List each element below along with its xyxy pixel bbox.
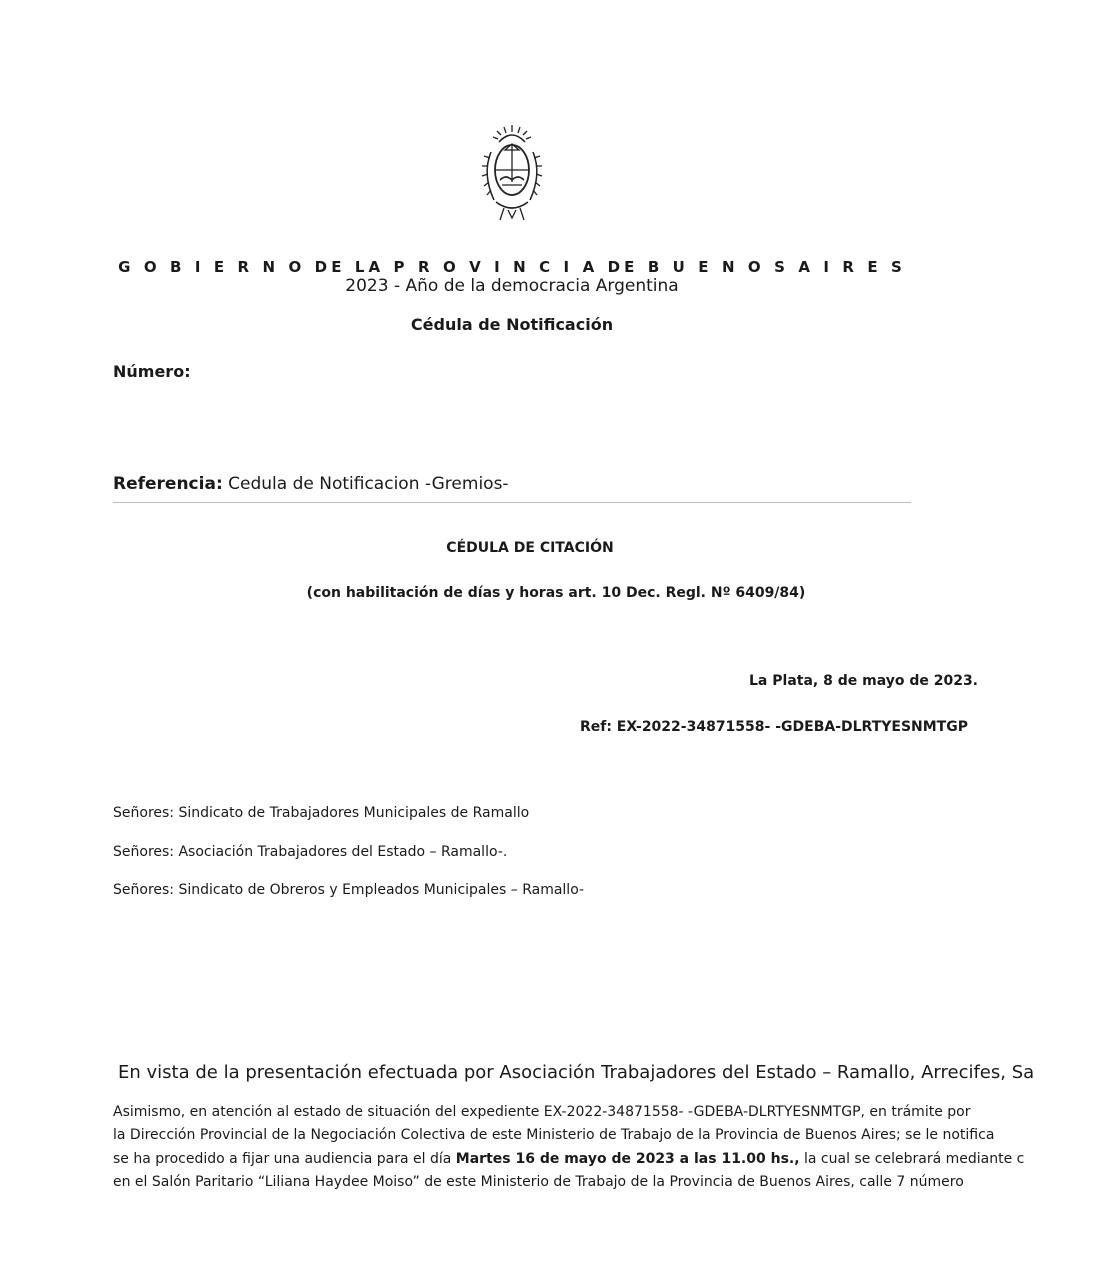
hearing-date: Martes 16 de mayo de 2023 a las 11.00 hs.	[455, 1151, 795, 1167]
reference-label: Referencia:	[113, 474, 223, 494]
reference-value: Cedula de Notificacion -Gremios-	[228, 474, 509, 494]
divider	[113, 502, 911, 503]
argentina-coat-of-arms-icon	[478, 122, 546, 224]
paragraph-line-4: en el Salón Paritario “Liliana Haydee Moiso” de este Ministerio de Trabajo de la Provincia de Buenos Aires, calle 7 número	[113, 1174, 964, 1190]
paragraph-line-3-end: la cual se celebrará mediante c	[799, 1151, 1025, 1167]
paragraph-line-2: la Dirección Provincial de la Negociación Colectiva de este Ministerio de Trabajo de la Provincia de Buenos Aires; se le notifica	[113, 1127, 995, 1143]
document-type-title: Cédula de Notificación	[410, 315, 614, 334]
paragraph-line-3: se ha procedido a fijar una audiencia para el día Martes 16 de mayo de 2023 a las 11.00 hs., la cual se celebrará mediante c	[113, 1151, 1025, 1167]
sun-rays	[493, 125, 531, 139]
reference-line	[113, 474, 509, 494]
addressee-3: Señores: Sindicato de Obreros y Empleados Municipales – Ramallo-	[113, 882, 585, 898]
year-motto: 2023 - Año de la democracia Argentina	[345, 276, 679, 296]
place-date: La Plata, 8 de mayo de 2023.	[749, 673, 978, 689]
paragraph-line-1: Asimismo, en atención al estado de situación del expediente EX-2022-34871558- -GDEBA-DLRTYESNMTGP, en trámite por	[113, 1104, 971, 1120]
expediente-reference: Ref: EX-2022-34871558- -GDEBA-DLRTYESNMTGP	[579, 719, 968, 735]
citation-subtitle: (con habilitación de días y horas art. 10 Dec. Regl. Nº 6409/84)	[306, 585, 806, 601]
number-label: Número:	[113, 362, 191, 381]
paragraph-line-3-start: se ha procedido a fijar una audiencia para el día	[113, 1151, 456, 1167]
government-heading: G O B I E R N O DE LA P R O V I N C I A DE B U E N O S A I R E S	[118, 258, 906, 276]
citation-title: CÉDULA DE CITACIÓN	[446, 540, 614, 556]
addressee-2: Señores: Asociación Trabajadores del Estado – Ramallo-.	[113, 844, 508, 860]
intro-paragraph: En vista de la presentación efectuada por Asociación Trabajadores del Estado – Ramallo, Arrecifes, Sa	[118, 1062, 1035, 1083]
addressee-1: Señores: Sindicato de Trabajadores Municipales de Ramallo	[113, 805, 530, 821]
